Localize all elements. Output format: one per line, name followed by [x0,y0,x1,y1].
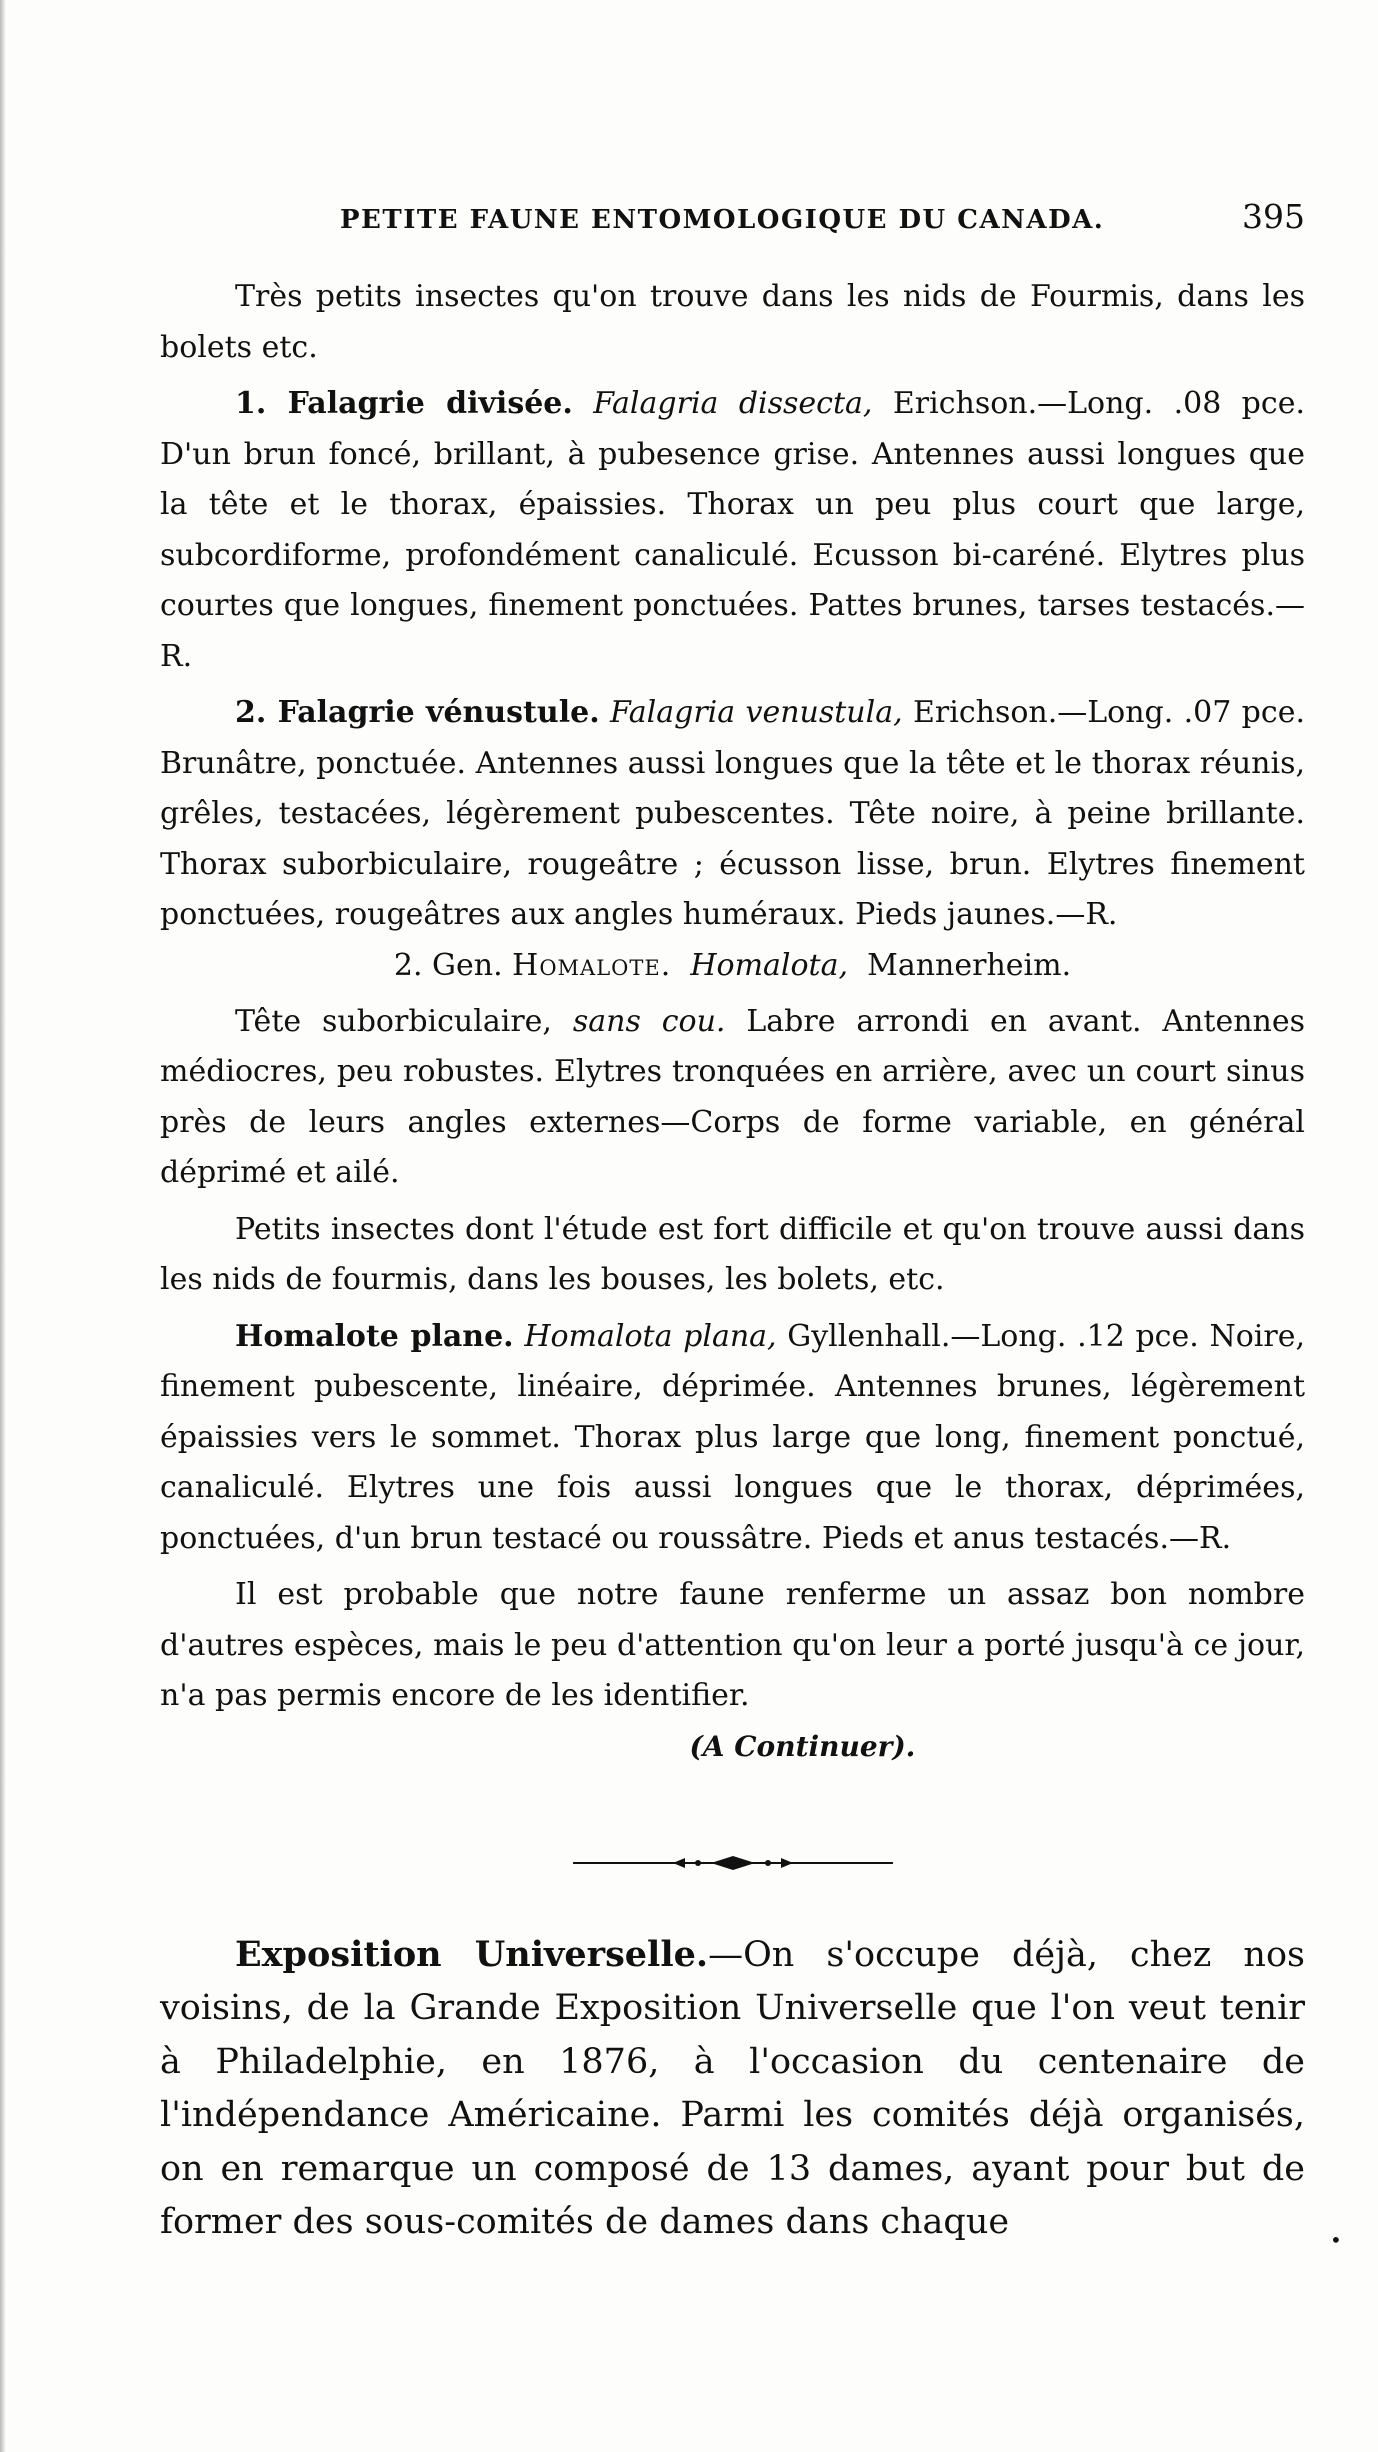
genus-habitat-text: Petits insectes dont l'étude est fort difficile et qu'on trouve aussi dans les nids de fourmis, dans les bouses, les bolets, etc. [160,1211,1305,1297]
species-desc-2: Erichson.—Long. .07 pce. Brunâtre, ponctuée. Antennes aussi longues que la tête et le thorax réunis, grêles, testacées, légèrement pubescentes. Tête noire, à peine brillante. Thorax suborbiculaire, rougeâtre ; écusson lisse, brun. Elytres finement ponctuées, rougeâtres aux angles huméraux. Pieds jaunes.—R. [160,695,1305,932]
species-latin-3: Homalota plana, [524,1318,777,1354]
intro-text: Très petits insectes qu'on trouve dans les nids de Fourmis, dans les bolets etc. [160,279,1305,365]
notice-title: Exposition Universelle. [235,1933,709,1975]
genus-desc-lead: Tête suborbiculaire, [235,1003,552,1039]
ornament-divider-icon [573,1848,893,1878]
page-edge-shadow [0,0,6,2452]
notice-paragraph [160,1928,1305,2250]
genus-desc-text: Labre arrondi en avant. Antennes médiocres, peu robustes. Elytres tronquées en arrière, avec un court sinus près de leurs angles externes—Corps de forme variable, en général déprimé et ailé. [160,1003,1305,1190]
genus-description [160,997,1305,1199]
species-entry-3 [160,1312,1305,1565]
running-title: PETITE FAUNE ENTOMOLOGIQUE DU CANADA. [340,205,1105,235]
species-name-1: 1. Falagrie divisée. [235,386,573,421]
species-desc-1: Erichson.—Long. .08 pce. D'un brun foncé, brillant, à pubesence grise. Antennes aussi longues que la tête et le thorax, épaissies. Thorax un peu plus court que large, subcordiforme, profondément canaliculé. Ecusson bi-caréné. Elytres plus courtes que longues, finement ponctuées. Pattes brunes, tarses testacés.—R. [160,386,1305,674]
species-entry-1 [160,379,1305,682]
genus-name: Homalote. [512,947,672,983]
genus-habitat [160,1205,1305,1306]
genus-author: Mannerheim. [867,947,1072,983]
species-name-3: Homalote plane. [235,1318,514,1354]
genus-latin: Homalota, [690,947,849,983]
genus-heading [160,941,1305,991]
genus-desc-latin: sans cou. [572,1003,726,1039]
species-entry-2 [160,688,1305,941]
intro-paragraph [160,272,1305,373]
species-latin-1: Falagria dissecta, [593,386,873,421]
closing-text: Il est probable que notre faune renferme un assaz bon nombre d'autres espèces, mais le peu d'attention qu'on leur a porté jusqu'à ce jour, n'a pas permis encore de les identifier. [160,1577,1305,1713]
species-desc-3: Gyllenhall.—Long. .12 pce. Noire, finement pubescente, linéaire, déprimée. Antennes brunes, légèrement épaissies vers le sommet. Thorax plus large que long, finement ponctué, canaliculé. Elytres une fois aussi longues que le thorax, déprimées, ponctuées, d'un brun testacé ou roussâtre. Pieds et anus testacés.—R. [160,1318,1305,1556]
page-number: 395 [1242,197,1305,236]
exposition-notice [160,1928,1305,2250]
continue-note: (A Continuer). [689,1729,916,1763]
stray-dot-mark: • [1330,2228,1342,2252]
article-body [160,272,1305,2250]
notice-text: —On s'occupe déjà, chez nos voisins, de la Grande Exposition Universelle que l'on veut tenir à Philadelphie, en 1876, à l'occasion du centenaire de l'indépendance Américaine. Parmi les comités déjà organisés, on en remarque un composé de 13 dames, ayant pour but de former des sous-comités de dames dans chaque [160,1934,1305,2242]
species-latin-2: Falagria venustula, [609,695,903,730]
species-name-2: 2. Falagrie vénustule. [235,695,600,730]
closing-paragraph [160,1570,1305,1722]
page-header [160,197,1305,247]
genus-prefix: 2. Gen. [393,947,503,983]
